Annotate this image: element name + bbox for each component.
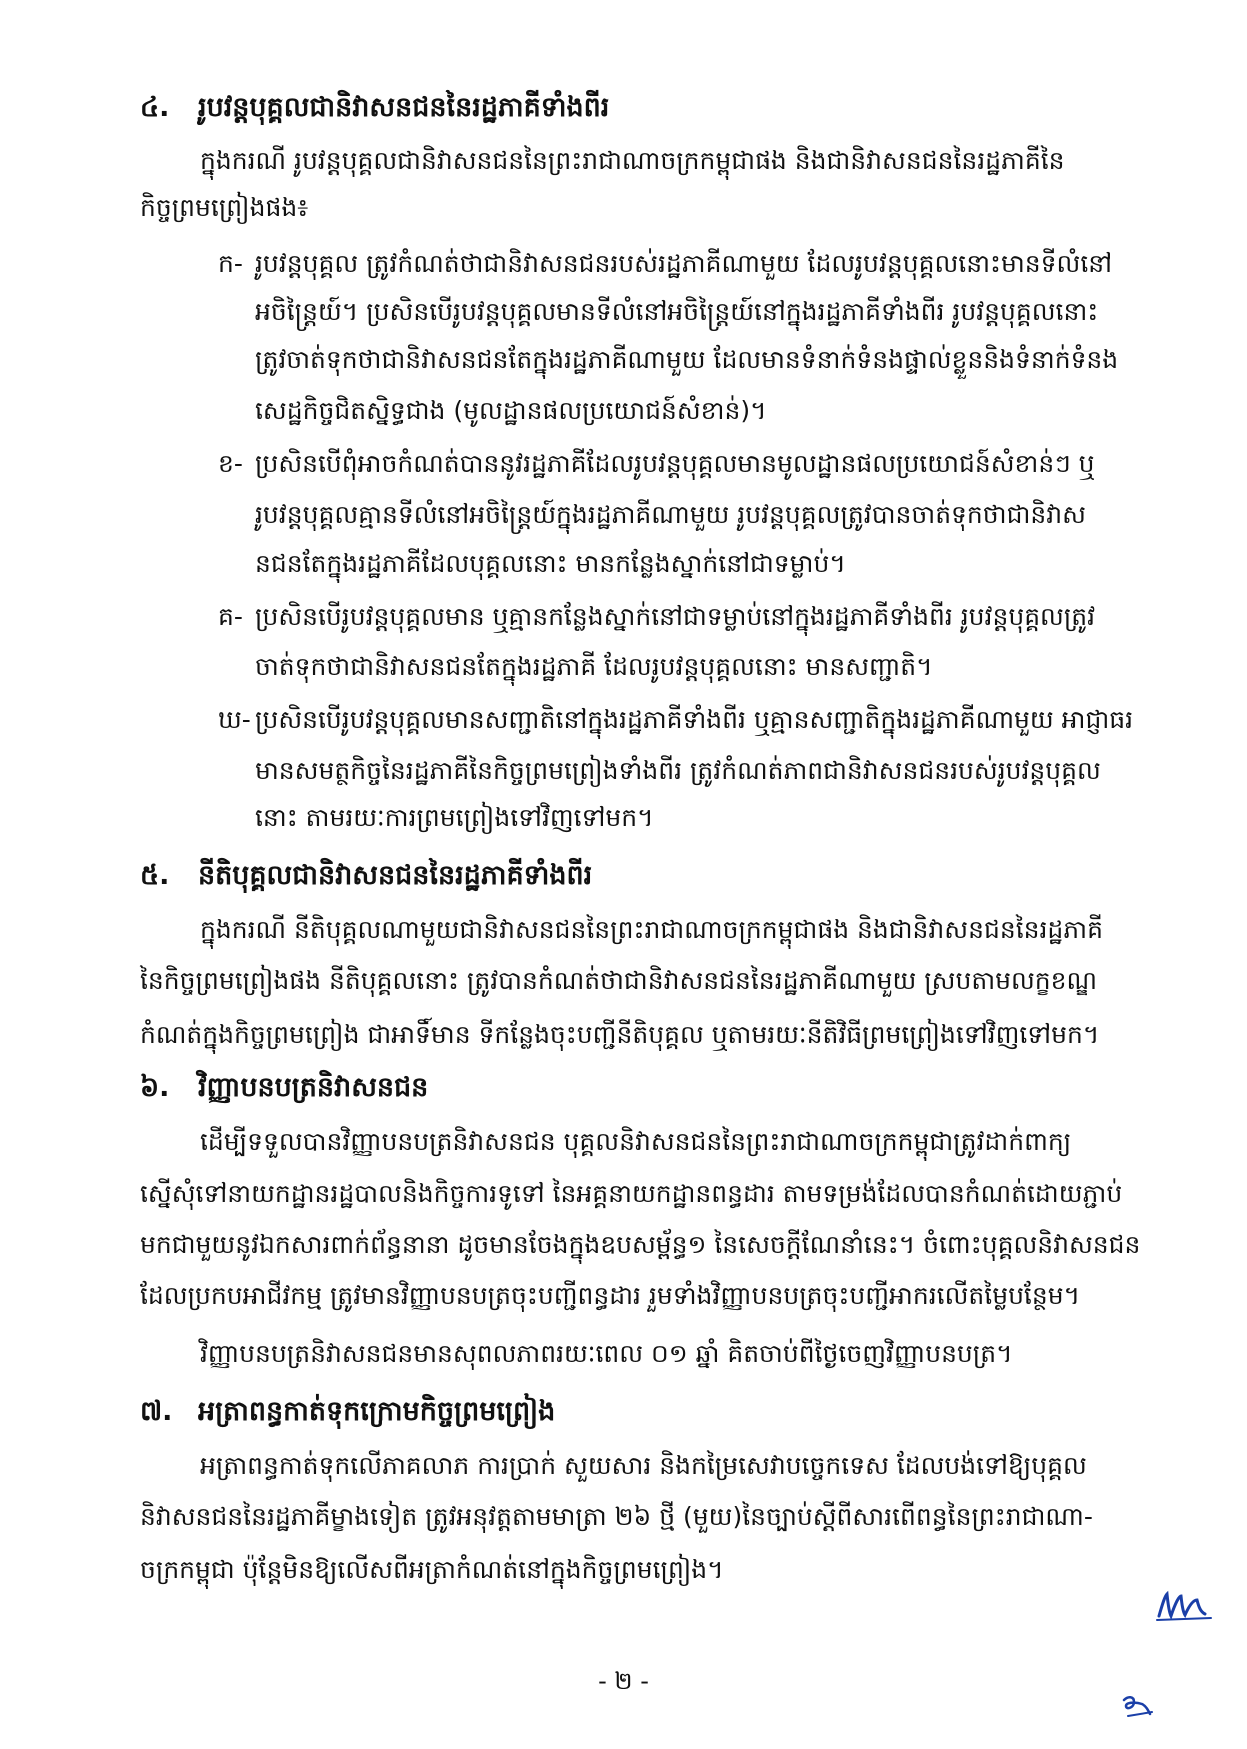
handwritten-initial-mark [1118,1690,1158,1720]
section-4-number: ៤. [140,92,170,123]
item-kha-line: រូបវន្តបុគ្គលគ្មានទីលំនៅអចិន្ត្រៃយ៍ក្នុងរដ្ឋភាគីណាមួយ រូបវន្តបុគ្គលត្រូវបានចាត់ទុកថាជានិវាស [255,500,1086,529]
item-ka-line: ត្រូវចាត់ទុកថាជានិវាសនជនតែក្នុងរដ្ឋភាគីណាមួយ ដែលមានទំនាក់ទំនងផ្ទាល់ខ្លួននិងទំនាក់ទំនង [255,345,1119,374]
section-6-number: ៦. [140,1072,170,1103]
item-ko-marker: គ- [218,602,243,631]
item-kha-marker: ខ- [218,449,243,478]
section-5-line: ក្នុងករណី នីតិបុគ្គលណាមួយជានិវាសនជននៃព្រះរាជាណាចក្រកម្ពុជាផង និងជានិវាសនជននៃរដ្ឋភាគី [200,915,1103,944]
section-6-line: ស្នើសុំទៅនាយកដ្ឋានរដ្ឋបាលនិងកិច្ចការទូទៅ នៃអគ្គនាយកដ្ឋានពន្ធដារ តាមទម្រង់ដែលបានកំណត់ដោយភ្ជាប់ [140,1179,1123,1208]
section-6-line: ដើម្បីទទួលបានវិញ្ញាបនបត្រនិវាសនជន បុគ្គលនិវាសនជននៃព្រះរាជាណាចក្រកម្ពុជាត្រូវដាក់ពាក្យ [200,1127,1072,1156]
section-6-line: មកជាមួយនូវឯកសារពាក់ព័ន្ធនានា ដូចមានចែងក្នុងឧបសម្ព័ន្ធ១ នៃសេចក្តីណែនាំនេះ។ ចំពោះបុគ្គលនិវាសនជន [140,1230,1141,1259]
section-4-intro-line: កិច្ចព្រមព្រៀងផង៖ [140,193,309,222]
section-7-number: ៧. [140,1396,173,1427]
item-ko-line: ចាត់ទុកថាជានិវាសនជនតែក្នុងរដ្ឋភាគី ដែលរូបវន្តបុគ្គលនោះ មានសញ្ជាតិ។ [255,652,933,681]
section-7-line: អត្រាពន្ធកាត់ទុកលើភាគលាភ ការប្រាក់ សួយសារ និងកម្រៃសេវាបច្ចេកទេស ដែលបង់ទៅឱ្យបុគ្គល [200,1451,1087,1480]
handwritten-initial-mark [1155,1588,1215,1624]
section-4-heading [140,88,1140,128]
section-5-line: នៃកិច្ចព្រមព្រៀងផង នីតិបុគ្គលនោះ ត្រូវបានកំណត់ថាជានិវាសនជននៃរដ្ឋភាគីណាមួយ ស្របតាមលក្ខខណ្ឌ [140,966,1098,995]
section-6-heading [140,1068,1140,1108]
section-4-intro-line: ក្នុងករណី រូបវន្តបុគ្គលជានិវាសនជននៃព្រះរាជាណាចក្រកម្ពុជាផង និងជានិវាសនជននៃរដ្ឋភាគីនៃ [200,146,1065,175]
section-6-line: ដែលប្រកបអាជីវកម្ម ត្រូវមានវិញ្ញាបនបត្រចុះបញ្ជីពន្ធដារ រួមទាំងវិញ្ញាបនបត្រចុះបញ្ជីអាករលើតម្លៃបន្ថែម។ [140,1281,1081,1310]
item-kha-line: ប្រសិនបើពុំអាចកំណត់បាននូវរដ្ឋភាគីដែលរូបវន្តបុគ្គលមានមូលដ្ឋានផលប្រយោជន៍សំខាន់ៗ ឬ [255,449,1095,478]
section-7-heading [140,1392,1140,1432]
item-ka-marker: ក- [218,249,243,278]
section-4-title: រូបវន្តបុគ្គលជានិវាសនជននៃរដ្ឋភាគីទាំងពីរ [198,92,610,123]
section-6-validity-line: វិញ្ញាបនបត្រនិវាសនជនមានសុពលភាពរយៈពេល ០១ ឆ្នាំ គិតចាប់ពីថ្ងៃចេញវិញ្ញាបនបត្រ។ [200,1339,1013,1368]
section-5-heading [140,856,1140,896]
item-kho-line: មានសមត្ថកិច្ចនៃរដ្ឋភាគីនៃកិច្ចព្រមព្រៀងទាំងពីរ ត្រូវកំណត់ភាពជានិវាសនជនរបស់រូបវន្តបុគ្គល [255,756,1101,785]
page-number: - ២ - [598,1667,649,1695]
item-ka-line: អចិន្ត្រៃយ៍។ ប្រសិនបើរូបវន្តបុគ្គលមានទីលំនៅអចិន្ត្រៃយ៍នៅក្នុងរដ្ឋភាគីទាំងពីរ រូបវន្តបុគ្គលនោះ [255,297,1099,326]
item-ko-line: ប្រសិនបើរូបវន្តបុគ្គលមាន ឬគ្មានកន្លែងស្នាក់នៅជាទម្លាប់នៅក្នុងរដ្ឋភាគីទាំងពីរ រូបវន្តបុគ្គលត្រូវ [255,602,1096,631]
section-6-title: វិញ្ញាបនបត្រនិវាសនជន [198,1072,429,1103]
item-ka-line: សេដ្ឋកិច្ចជិតស្និទ្ធជាង (មូលដ្ឋានផលប្រយោជន៍សំខាន់)។ [255,396,767,425]
section-5-title: នីតិបុគ្គលជានិវាសនជននៃរដ្ឋភាគីទាំងពីរ [198,860,593,891]
section-7-line: និវាសនជននៃរដ្ឋភាគីម្ខាងទៀត ត្រូវអនុវត្តតាមមាត្រា ២៦ ថ្មី (មួយ)នៃច្បាប់ស្តីពីសារពើពន្ធនៃព្រះរាជាណា- [140,1502,1093,1531]
section-5-number: ៥. [140,860,170,891]
item-kho-line: ប្រសិនបើរូបវន្តបុគ្គលមានសញ្ជាតិនៅក្នុងរដ្ឋភាគីទាំងពីរ ឬគ្មានសញ្ជាតិក្នុងរដ្ឋភាគីណាមួយ អាជ្ញាធរ [255,705,1134,734]
section-5-line: កំណត់ក្នុងកិច្ចព្រមព្រៀង ជាអាទិ៍មាន ទីកន្លែងចុះបញ្ជីនីតិបុគ្គល ឬតាមរយៈនីតិវិធីព្រមព្រៀងទៅវិញទៅមក។ [140,1020,1100,1049]
item-ka-line: រូបវន្តបុគ្គល ត្រូវកំណត់ថាជានិវាសនជនរបស់រដ្ឋភាគីណាមួយ ដែលរូបវន្តបុគ្គលនោះមានទីលំនៅ [255,249,1113,278]
section-7-title: អត្រាពន្ធកាត់ទុកក្រោមកិច្ចព្រមព្រៀង [198,1396,556,1427]
section-7-line: ចក្រកម្ពុជា ប៉ុន្តែមិនឱ្យលើសពីអត្រាកំណត់នៅក្នុងកិច្ចព្រមព្រៀង។ [140,1555,724,1584]
item-kha-line: នជនតែក្នុងរដ្ឋភាគីដែលបុគ្គលនោះ មានកន្លែងស្នាក់នៅជាទម្លាប់។ [255,549,846,578]
item-kho-line: នោះ តាមរយៈការព្រមព្រៀងទៅវិញទៅមក។ [255,803,654,832]
item-kho-marker: ឃ- [218,705,251,734]
